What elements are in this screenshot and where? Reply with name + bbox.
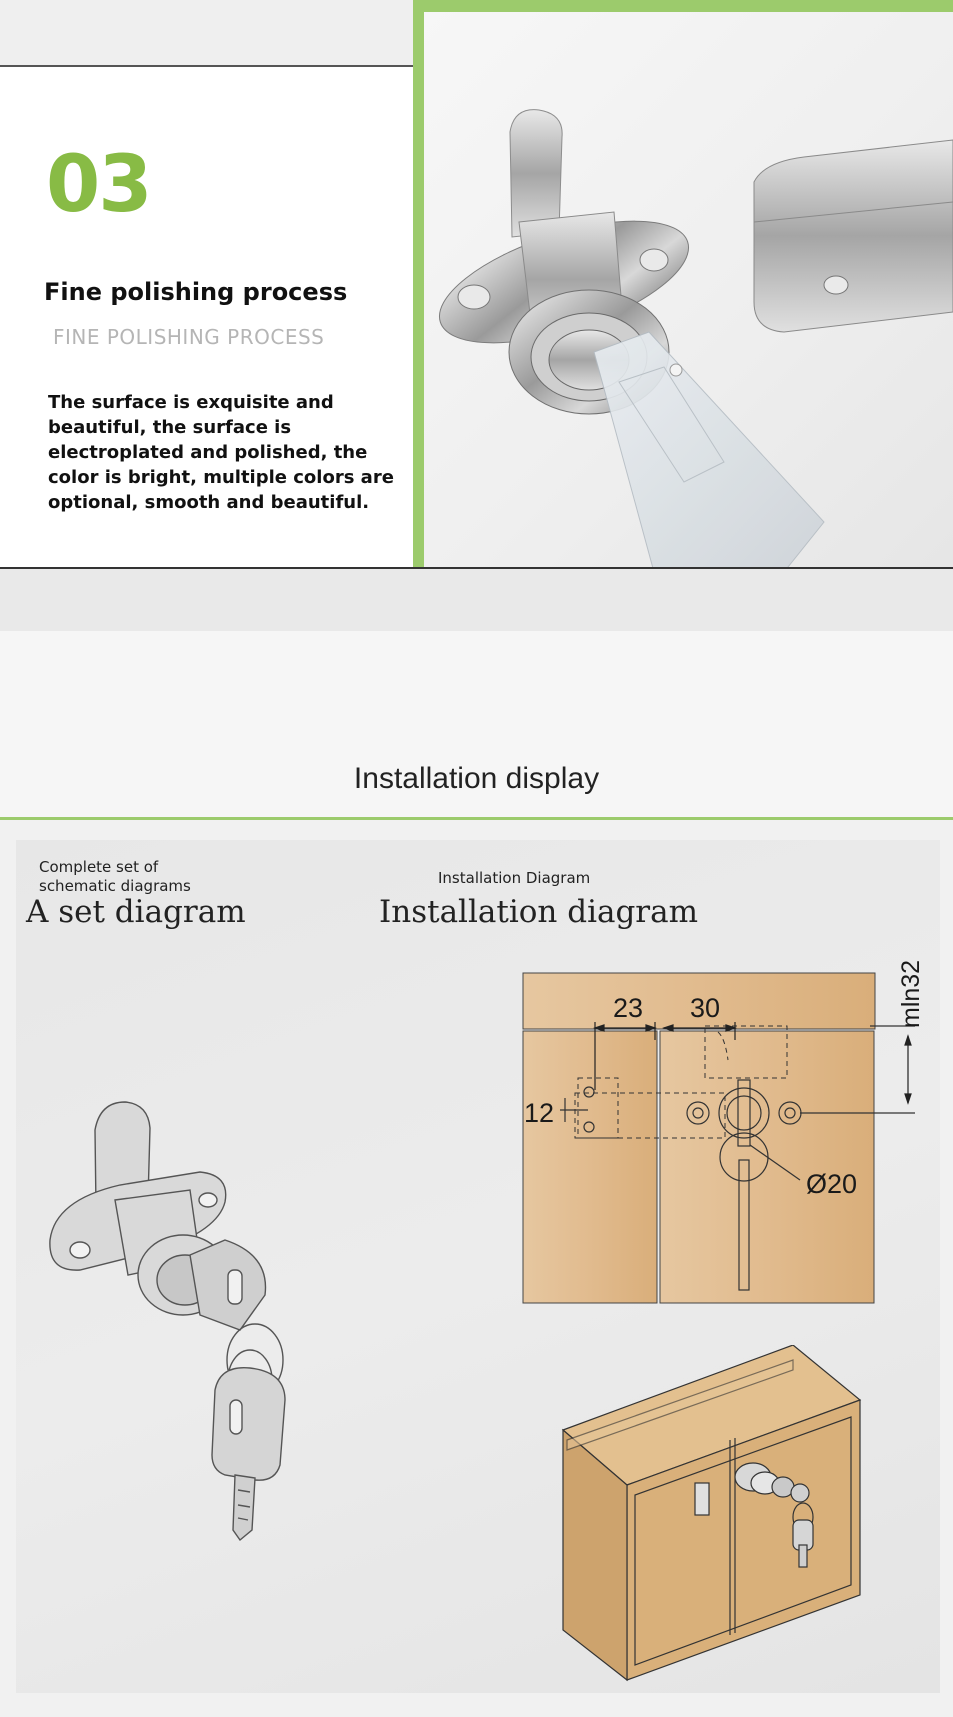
dimension-30: 30 bbox=[690, 993, 721, 1023]
right-door bbox=[660, 1031, 874, 1303]
dimension-12: 12 bbox=[524, 1098, 555, 1128]
section-spacer bbox=[0, 569, 953, 631]
set-diagram-title: A set diagram bbox=[26, 894, 246, 930]
installation-dimension-drawing bbox=[500, 930, 940, 1310]
lock-photo-illustration bbox=[424, 12, 953, 567]
dimension-vertical: mln32 bbox=[897, 959, 925, 1028]
left-door bbox=[523, 1031, 657, 1303]
feature-description: The surface is exquisite and beautiful, the surface is electroplated and polished, the color is bright, multiple colors are optional, smooth and beautiful. bbox=[48, 392, 394, 513]
installation-title: Installation display bbox=[353, 762, 600, 795]
dimension-diameter: Ø20 bbox=[806, 1169, 858, 1199]
divider-line bbox=[0, 65, 420, 67]
feature-subtitle: FINE POLISHING PROCESS bbox=[53, 325, 325, 349]
cabinet-installation-drawing bbox=[555, 1345, 875, 1685]
feature-title: Fine polishing process bbox=[44, 278, 348, 306]
installation-diagram-title: Installation diagram bbox=[379, 894, 699, 930]
installation-diagram-caption: Installation Diagram bbox=[438, 869, 591, 887]
lock-set-drawing bbox=[40, 1090, 310, 1550]
product-photo bbox=[424, 12, 953, 567]
step-number: 03 bbox=[46, 140, 151, 230]
set-diagram-caption: Complete set of schematic diagrams bbox=[39, 858, 191, 895]
dimension-23: 23 bbox=[613, 993, 644, 1023]
divider-line bbox=[0, 817, 953, 820]
